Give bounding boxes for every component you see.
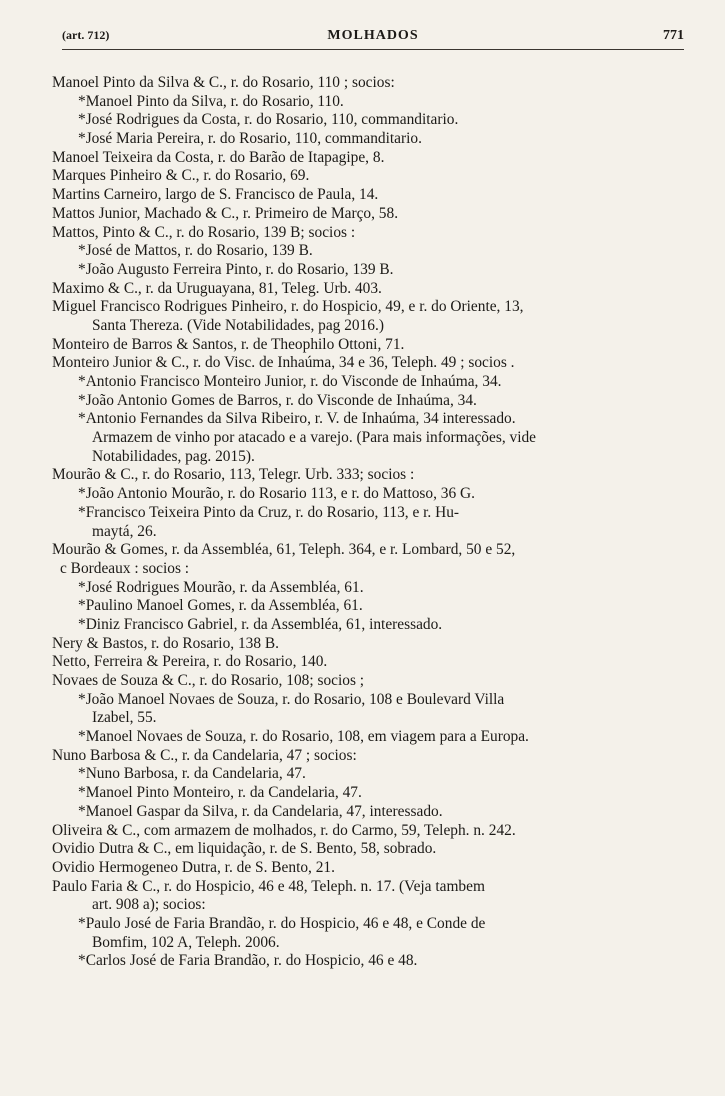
partner-line: *José de Mattos, r. do Rosario, 139 B. (78, 242, 313, 260)
partner-line: *José Maria Pereira, r. do Rosario, 110, commanditario. (78, 130, 422, 148)
firm-entry: Oliveira & C., com armazem de molhados, r. do Carmo, 59, Teleph. n. 242. (52, 821, 516, 839)
partner-line: *Diniz Francisco Gabriel, r. da Assembléa, 61, interessado. (78, 615, 443, 633)
header-rule (62, 49, 684, 50)
partner-line: *João Manoel Novaes de Souza, r. do Rosario, 108 e Boulevard Villa (78, 690, 505, 708)
firm-entry: Mourão & Gomes, r. da Assembléa, 61, Teleph. 364, e r. Lombard, 50 e 52, (52, 541, 516, 559)
firm-entry: Marques Pinheiro & C., r. do Rosario, 69. (52, 167, 310, 185)
partner-line: *Paulino Manoel Gomes, r. da Assembléa, 61. (78, 597, 363, 615)
continuation-line: maytá, 26. (92, 522, 157, 540)
firm-entry: Martins Carneiro, largo de S. Francisco de Paula, 14. (52, 186, 379, 204)
firm-entry: Paulo Faria & C., r. do Hospicio, 46 e 48, Teleph. n. 17. (Veja tambem (52, 877, 485, 895)
firm-entry: Mourão & C., r. do Rosario, 113, Telegr. Urb. 333; socios : (52, 466, 415, 484)
firm-entry: Mattos, Pinto & C., r. do Rosario, 139 B; socios : (52, 223, 356, 241)
firm-entry: Monteiro Junior & C., r. do Visc. de Inhaúma, 34 e 36, Teleph. 49 ; socios . (52, 354, 515, 372)
section-title: MOLHADOS (327, 28, 419, 43)
partner-line: *Manoel Gaspar da Silva, r. da Candelaria, 47, interessado. (78, 802, 443, 820)
article-reference: (art. 712) (62, 28, 110, 42)
firm-entry: Ovidio Dutra & C., em liquidação, r. de S. Bento, 58, sobrado. (52, 840, 437, 858)
continuation-line: Armazem de vinho por atacado e a varejo. (Para mais informações, vide (92, 429, 537, 447)
firm-entry: Nuno Barbosa & C., r. da Candelaria, 47 ; socios: (52, 746, 357, 764)
partner-line: *Carlos José de Faria Brandão, r. do Hospicio, 46 e 48. (78, 952, 418, 970)
firm-entry: Miguel Francisco Rodrigues Pinheiro, r. do Hospicio, 49, e r. do Oriente, 13, (52, 298, 524, 316)
firm-entry: Maximo & C., r. da Uruguayana, 81, Teleg. Urb. 403. (52, 279, 382, 297)
directory-listing (52, 74, 692, 971)
firm-entry: Manoel Teixeira da Costa, r. do Barão de Itapagipe, 8. (52, 148, 385, 166)
firm-entry: Monteiro de Barros & Santos, r. de Theophilo Ottoni, 71. (52, 335, 405, 353)
partner-line: *Antonio Francisco Monteiro Junior, r. do Visconde de Inhaúma, 34. (78, 373, 502, 390)
continuation-line: Notabilidades, pag. 2015). (92, 447, 255, 465)
partner-line: *Manoel Pinto da Silva, r. do Rosario, 110. (78, 92, 344, 110)
partner-line: *Francisco Teixeira Pinto da Cruz, r. do Rosario, 113, e r. Hu- (78, 503, 460, 521)
firm-entry: Novaes de Souza & C., r. do Rosario, 108; socios ; (52, 672, 365, 689)
page-number: 771 (663, 28, 684, 43)
page-header (62, 28, 684, 50)
firm-entry: Nery & Bastos, r. do Rosario, 138 B. (52, 634, 280, 652)
firm-entry: Mattos Junior, Machado & C., r. Primeiro de Março, 58. (52, 204, 399, 222)
continuation-line: art. 908 a); socios: (92, 896, 206, 914)
partner-line: *Manoel Novaes de Souza, r. do Rosario, 108, em viagem para a Europa. (78, 728, 529, 746)
partner-line: *Manoel Pinto Monteiro, r. da Candelaria, 47. (78, 784, 362, 802)
partner-line: *José Rodrigues da Costa, r. do Rosario, 110, commanditario. (78, 111, 459, 129)
continuation-line: Izabel, 55. (92, 709, 157, 727)
continuation-line: c Bordeaux : socios : (60, 559, 190, 577)
firm-entry: Manoel Pinto da Silva & C., r. do Rosario, 110 ; socios: (52, 74, 395, 91)
partner-line: *João Antonio Gomes de Barros, r. do Visconde de Inhaúma, 34. (78, 391, 477, 409)
partner-line: *João Augusto Ferreira Pinto, r. do Rosario, 139 B. (78, 260, 394, 278)
continuation-line: Bomfim, 102 A, Teleph. 2006. (92, 933, 280, 951)
partner-line: *João Antonio Mourão, r. do Rosario 113, e r. do Mattoso, 36 G. (78, 485, 475, 503)
continuation-line: Santa Thereza. (Vide Notabilidades, pag 2016.) (92, 316, 384, 334)
partner-line: *Paulo José de Faria Brandão, r. do Hospicio, 46 e 48, e Conde de (78, 914, 486, 932)
partner-line: *José Rodrigues Mourão, r. da Assembléa, 61. (78, 578, 364, 596)
firm-entry: Ovidio Hermogeneo Dutra, r. de S. Bento, 21. (52, 858, 335, 876)
firm-entry: Netto, Ferreira & Pereira, r. do Rosario, 140. (52, 653, 328, 671)
partner-line: *Nuno Barbosa, r. da Candelaria, 47. (78, 765, 306, 783)
partner-line: *Antonio Fernandes da Silva Ribeiro, r. V. de Inhaúma, 34 interessado. (78, 410, 516, 428)
